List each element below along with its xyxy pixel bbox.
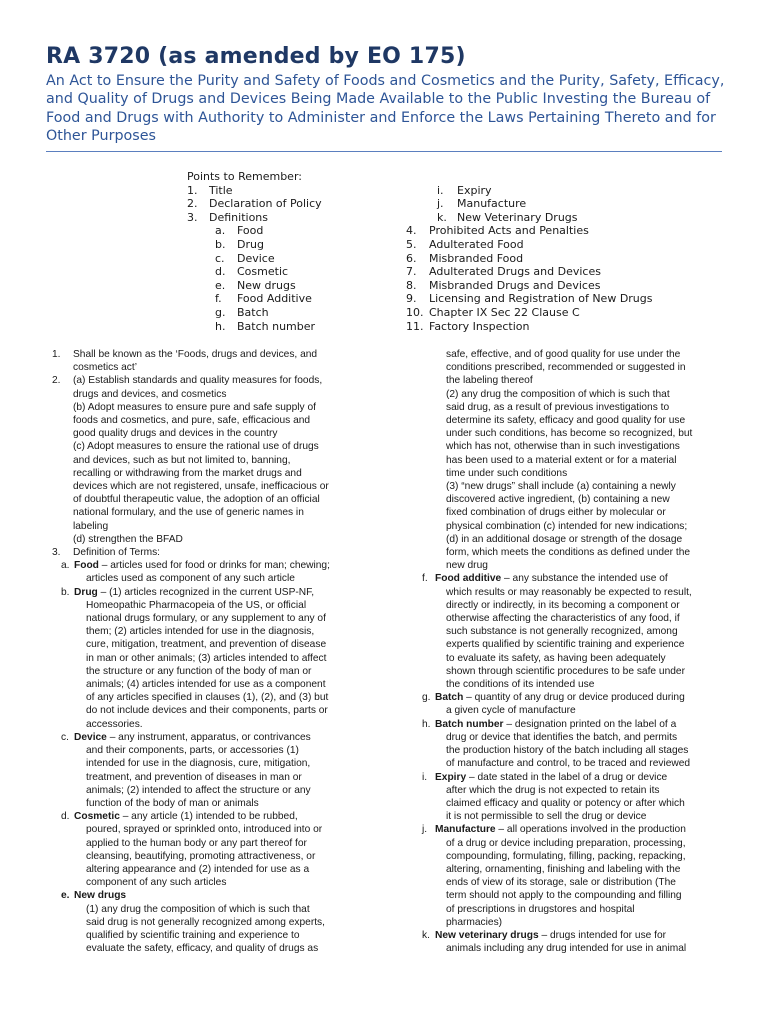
definition-manufacture: j. Manufacture – all operations involved in the production of a drug or device including preparation, processing, compounding, formulating, filling, packing, repacking, altering, ornamenting, finishing and labeling with the ends of view of its storage, sale or distribution (The term should not apply to the compounding and filling of prescriptions in drugstores and hospital pharmacies) [422, 824, 686, 928]
document-title: RA 3720 (as amended by EO 175) [46, 44, 466, 69]
definition-device: c. Device – any instrument, apparatus, or contrivances and their components, parts, or accessories (1) intended for use in the diagnosis, cure, mitigation, treatment, and prevention of diseases in man or animals; (2) intended to affect the structure or any function of the body of man or animals [61, 731, 311, 809]
definition-new-drugs-continued: safe, effective, and of good quality for use under the conditions prescribed, recommended or suggested in the labeling thereof (2) any drug the composition of which is such that said drug, as a result of previous investigations to determine its safety, efficacy and good quality for use under such conditions, has become so recognized, but which has not, otherwise than in such investigations has been used to a material extent or for a material time under such conditions (3) “new drugs” shall include (a) containing a newly discovered active ingredient, (b) containing a new fixed combination of drugs either by molecular or physical combination (c) intended for new indications; (d) in an additional dosage or strength of the dosage form, which meets the conditions as defined under the new drug [446, 349, 693, 572]
body-item-2: 2. (a) Establish standards and quality measures for foods, drugs and devices, and cosmetics (b) Adopt measures to ensure pure and safe supply of foods and cosmetics, and pure, safe, efficacious and good quality drugs and devices in the country (c) Adopt measures to ensure the rational use of drugs and devices, such as but not limited to, banning, recalling or withdrawing from the market drugs and devices which are not registered, unsafe, inefficacious or of doubtful therapeutic value, the adoption of an official national formulary, and the use of generic names in labeling (d) strengthen the BFAD [52, 375, 329, 545]
definition-batch-number: h. Batch number – designation printed on the label of a drug or device that identifies the batch, and permits the production history of the batch including all stages of manufacture and control, to be traced and reviewed [422, 718, 691, 770]
points-heading: Points to Remember: [187, 170, 302, 183]
definition-food: a. Food – articles used for food or drinks for man; chewing; articles used as component of any such article [61, 560, 330, 585]
document-subtitle: An Act to Ensure the Purity and Safety of Foods and Cosmetics and the Purity, Safety, Efficacy, and Quality of Drugs and Devices Being Made Available to the Public Investing the Bureau of Food and Drugs with Authority to Administer and Enforce the Laws Pertaining Thereto and for Other Purposes [46, 73, 725, 144]
title-divider [46, 151, 722, 152]
definition-new-drugs: e. New drugs (1) any drug the composition of which is such that said drug is not generally recognized among experts, qualified by scientific training and experience to evaluate the safety, efficacy, and quality of drugs as [61, 890, 325, 955]
body-column-right [418, 348, 724, 955]
definition-expiry: i. Expiry – date stated in the label of a drug or device after which the drug is not expected to retain its claimed efficacy and quality or potency or after which it is not permissible to sell the drug or device [422, 771, 685, 823]
body-item-1: 1. Shall be known as the ‘Foods, drugs and devices, and cosmetics act’ [52, 349, 318, 374]
definition-drug: b. Drug – (1) articles recognized in the current USP-NF, Homeopathic Pharmacopeia of the US, or official national drugs formulary, or any supplement to any of them; (2) articles intended for use in the diagnosis, cure, mitigation, treatment, and prevention of disease in man or other animals; (3) articles intended to affect the structure or any function of the body of man or animals; (4) articles intended for use as a component of any articles specified in clauses (1), (2), and (3) but do not include devices and their components, parts or accessories. [61, 586, 329, 730]
document-page: RA 3720 (as amended by EO 175) An Act to Ensure the Purity and Safety of Foods and Cosmetics and the Purity, Safety, Efficacy, and Quality of Drugs and Devices Being Made Available to the Public Investing the Bureau of Food and Drugs with Authority to Administer and Enforce the Laws Pertaining Thereto and for Other Purposes Points to Remember: 1. Title 2. Declaration of Policy 3. Definitions a. Food b. Drug c. Device d. Cosmetic e. New drugs f. Food Additive g. Batch h. Batch number i. Expiry j. Manufacture k. New Veterinary Drugs 4. Prohibited Acts and Penalties 5. Adulterated Food 6. Misbranded Food 7. Adulterated Drugs and Devices 8. Misbranded Drugs and Devices 9. Licensing and Registration of New Drugs 10. Chapter IX Sec 22 Clause C 11. Factory Inspection 1. Shall be known as the ‘Foods, drugs and devices, and cosmetics act’ 2. (a) Establish standards and quality measures for foods, drugs and devices, and cosmetics (b) Adopt measures to ensure pure and safe supply of foods and cosmetics, and pure, safe, efficacious and good quality drugs and devices in the country (c) Adopt measures to ensure the rational use of drugs and devices, such as but not limited to, banning, recalling or withdrawing from the market drugs and devices which are not registered, unsafe, inefficacious or of doubtful therapeutic value, the adoption of an official national formulary, and the use of generic names in labeling (d) strengthen the BFAD 3. Definition of Terms: a. Food – articles used for food or drinks for man; chewing; articles used as component of any such article b. Drug – (1) articles recognized in the current USP-NF, Homeopathic Pharmacopeia of the US, or official national drugs formulary, or any supplement to any of them; (2) articles intended for use in the diagnosis, cure, mitigation, treatment, and prevention of disease in man or other animals; (3) articles intended to affect the structure or any function of the body of man or animals; (4) articles intended for use as a component of any articles specified in clauses (1), (2), and (3) but do not include devices and their components, parts or accessories. c. Device – any instrument, apparatus, or contrivances and their components, parts, or accessories (1) intended for use in the diagnosis, cure, mitigation, treatment, and prevention of diseases in man or animals; (2) intended to affect the structure or any function of the body of man or animals d. Cosmetic – any article (1) intended to be rubbed, poured, sprayed or sprinkled onto, introduced into or applied to the human body or any part thereof for cleansing, beautifying, promoting attractiveness, or altering appearance and (2) intended for use as a component of any such articles e. New drugs (1) any drug the composition of which is such that said drug is not generally recognized among experts, qualified by scientific training and experience to evaluate the safety, efficacy, and quality of drugs as safe, effective, and of good quality for use under the conditions prescribed, recommended or suggested in the labeling thereof (2) any drug the composition of which is such that said drug, as a result of previous investigations to determine its safety, efficacy and good quality for use under such conditions, has become so recognized, but which has not, otherwise than in such investigations has been used to a material extent or for a material time under such conditions (3) “new drugs” shall include (a) containing a newly discovered active ingredient, (b) containing a new fixed combination of drugs either by molecular or physical combination (c) intended for new indications; (d) in an additional dosage or strength of the dosage form, which meets the conditions as defined under the new drug f. Food additive – any substance the intended use of which results or may reasonably be expected to result, directly or indirectly, in its becoming a component or otherwise affecting the characteristics of any food, if such substance is not generally recognized, among experts qualified by scientific training and experience to evaluate its safety, as having been adequately shown through scientific procedures to be safe under the conditions of its intended use g. Batch – quantity of any drug or device produced during a given cycle of manufacture h. Batch number – designation printed on the label of a drug or device that identifies the batch, and permits the production history of the batch including all stages of manufacture and control, to be traced and reviewed i. Expiry – date stated in the label of a drug or device after which the drug is not expected to retain its claimed efficacy and quality or potency or after which it is not permissible to sell the drug or device j. Manufacture – all operations involved in the production of a drug or device including preparation, processing, compounding, formulating, filling, packing, repacking, altering, ornamenting, finishing and labeling with the ends of view of its storage, sale or distribution (The term should not apply to the compounding and filling of prescriptions in drugstores and hospital pharmacies) k. New veterinary drugs – drugs intended for use for animals including any drug intended for use in animal [0, 0, 768, 1024]
body-item-3: 3. Definition of Terms: [52, 547, 161, 559]
definition-cosmetic: d. Cosmetic – any article (1) intended to be rubbed, poured, sprayed or sprinkled onto, introduced into or applied to the human body or any part thereof for cleansing, beautifying, promoting attractiveness, or altering appearance and (2) intended for use as a component of any such articles [61, 811, 323, 889]
definition-new-veterinary-drugs: k. New veterinary drugs – drugs intended for use for animals including any drug intended for use in animal [422, 929, 687, 955]
body-column-left [52, 348, 364, 955]
definition-food-additive: f. Food additive – any substance the intended use of which results or may reasonably be expected to result, directly or indirectly, in its becoming a component or otherwise affecting the characteristics of any food, if such substance is not generally recognized, among experts qualified by scientific training and experience to evaluate its safety, as having been adequately shown through scientific procedures to be safe under the conditions of its intended use [422, 573, 692, 691]
definition-batch: g. Batch – quantity of any drug or device produced during a given cycle of manufacture [422, 692, 685, 717]
